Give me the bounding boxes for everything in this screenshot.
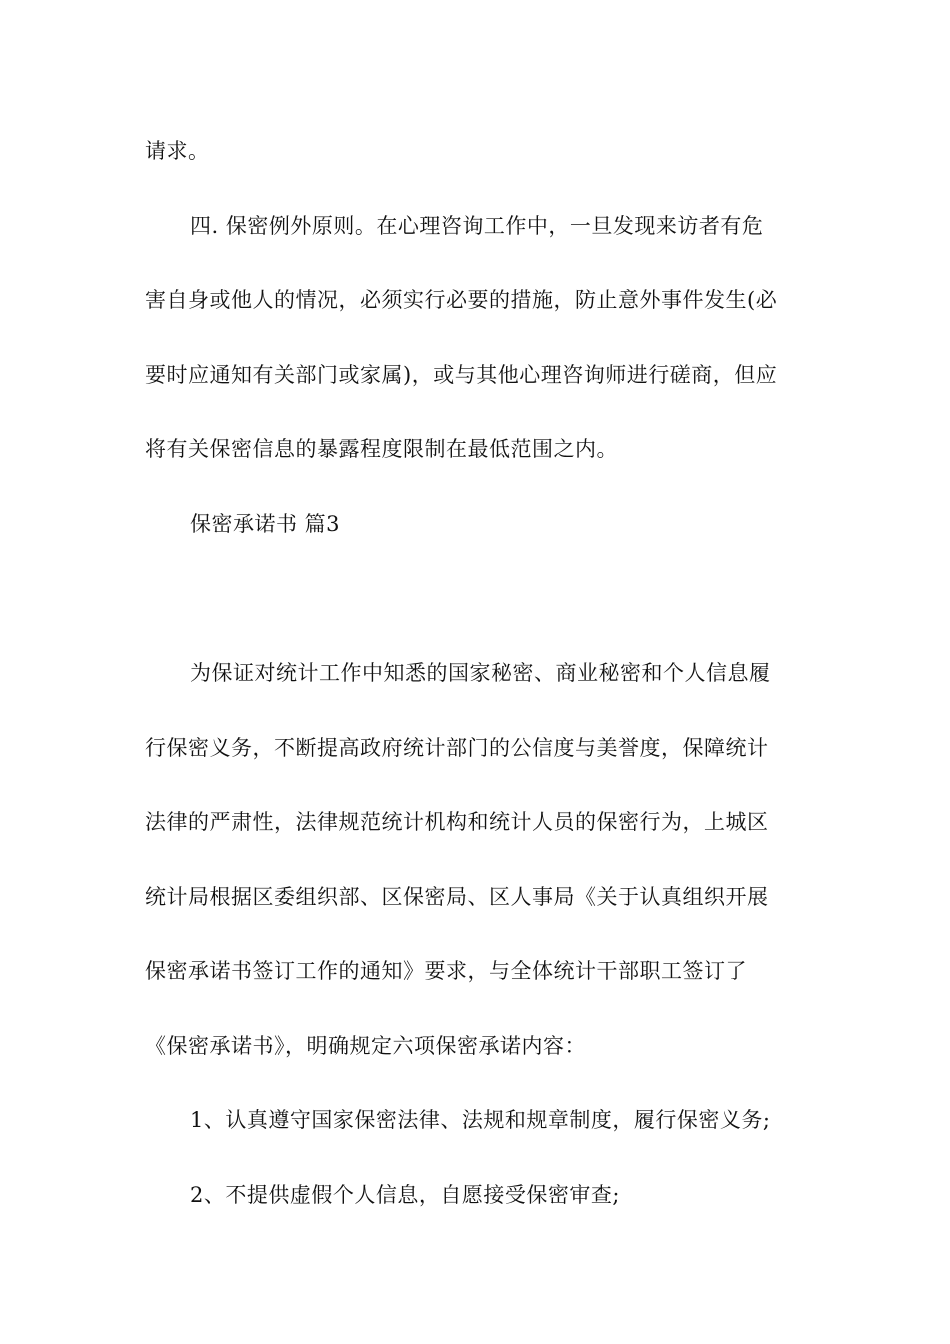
paragraph-line: 统计局根据区委组织部、区保密局、区人事局《关于认真组织开展 — [145, 885, 769, 909]
paragraph-line: 法律的严肃性，法律规范统计机构和统计人员的保密行为，上城区 — [145, 810, 769, 834]
paragraph-line: 将有关保密信息的暴露程度限制在最低范围之内。 — [145, 437, 618, 461]
paragraph-line: 为保证对统计工作中知悉的国家秘密、商业秘密和个人信息履 — [190, 661, 771, 685]
list-item: 1、认真遵守国家保密法律、法规和规章制度，履行保密义务; — [190, 1108, 771, 1132]
list-item: 2、不提供虚假个人信息，自愿接受保密审查; — [190, 1183, 620, 1207]
paragraph-line: 行保密义务，不断提高政府统计部门的公信度与美誉度，保障统计 — [145, 736, 769, 760]
paragraph-line: 请求。 — [145, 139, 210, 163]
paragraph-line: 《保密承诺书》，明确规定六项保密承诺内容： — [145, 1034, 586, 1058]
paragraph-line: 害自身或他人的情况，必须实行必要的措施，防止意外事件发生(必 — [145, 288, 778, 312]
paragraph-line: 保密承诺书签订工作的通知》要求，与全体统计干部职工签订了 — [145, 959, 747, 983]
paragraph-line: 四. 保密例外原则。在心理咨询工作中，一旦发现来访者有危 — [190, 214, 764, 238]
paragraph-line: 要时应通知有关部门或家属)，或与其他心理咨询师进行磋商，但应 — [145, 363, 778, 387]
section-heading: 保密承诺书 篇3 — [190, 512, 341, 536]
